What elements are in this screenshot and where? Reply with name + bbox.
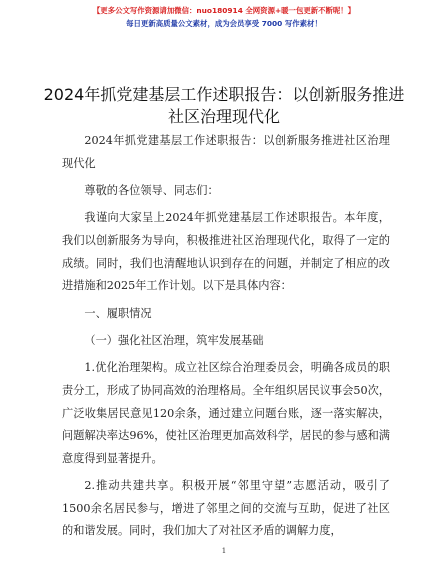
body-paragraph-item-1: 1.优化治理架构。成立社区综合治理委员会，明确各成员的职责分工，形成了协同高效的治理格局。全年组织居民议事会50次，广泛收集居民意见120余条，通过建立问题台账，逐一落实解决，问题解决率达96%，使社区治理更加高效科学，居民的参与感和满意度得到显著提升。 [62,361,390,465]
document-body [62,130,390,548]
page-number: 1 [221,547,227,555]
section-subheading: （一）强化社区治理，筑牢发展基础 [84,333,264,347]
promo-banner [0,6,448,29]
promo-banner-line-1: 【更多公文写作资源请加微信：nuo180914 全网资源+暖一包更新不断呢！】 [92,6,356,15]
promo-banner-line-2: 每日更新高质量公文素材，成为会员享受 7000 写作素材！ [126,19,322,28]
section-heading: 一、履职情况 [84,306,152,320]
document-title: 2024年抓党建基层工作述职报告：以创新服务推进社区治理现代化 [43,85,405,126]
body-paragraph-opening: 我谨向大家呈上2024年抓党建基层工作述职报告。本年度，我们以创新服务为导向，积极推进社区治理现代化，取得了一定的成绩。同时，我们也清醒地认识到存在的问题，并制定了相应的改进措施和2025年工作计划。以下是具体内容： [62,211,390,293]
body-paragraph-item-2: 2.推动共建共享。积极开展“邻里守望”志愿活动，吸引了1500余名居民参与，增进了邻里之间的交流与互助，促进了社区的和谐发展。同时，我们加大了对社区矛盾的调解力度， [62,479,390,538]
salutation: 尊敬的各位领导、同志们： [84,183,219,197]
body-paragraph-intro: 2024年抓党建基层工作述职报告：以创新服务推进社区治理现代化 [62,134,390,170]
